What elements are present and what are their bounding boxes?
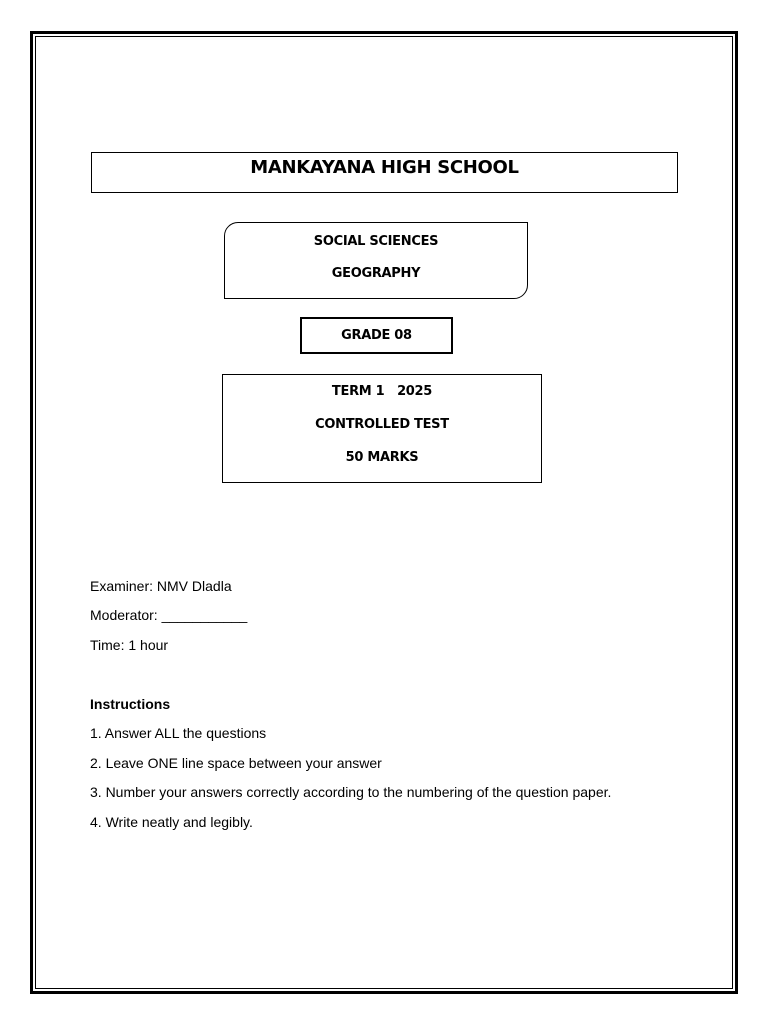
examiner-line: Examiner: NMV Dladla — [90, 578, 232, 594]
subject-line-2: GEOGRAPHY — [331, 266, 421, 281]
subject-line-1: SOCIAL SCIENCES — [313, 234, 439, 249]
school-name-box — [91, 152, 678, 193]
grade-box — [300, 317, 453, 354]
instruction-item: 2. Leave ONE line space between your answer — [90, 755, 382, 771]
moderator-line: Moderator: ___________ — [90, 607, 248, 623]
instruction-item: 4. Write neatly and legibly. — [90, 814, 253, 830]
total-marks: 50 MARKS — [345, 450, 419, 465]
grade-label: GRADE 08 — [341, 328, 412, 343]
term-year: TERM 1 2025 — [331, 384, 433, 399]
test-type: CONTROLLED TEST — [315, 417, 449, 432]
instruction-item: 3. Number your answers correctly according to the numbering of the question paper. — [90, 784, 612, 800]
instruction-item: 1. Answer ALL the questions — [90, 725, 267, 741]
subject-box — [224, 222, 528, 299]
school-name: MANKAYANA HIGH SCHOOL — [250, 157, 519, 178]
term-box — [222, 374, 542, 483]
instructions-heading: Instructions — [90, 696, 171, 712]
time-line: Time: 1 hour — [90, 637, 169, 653]
